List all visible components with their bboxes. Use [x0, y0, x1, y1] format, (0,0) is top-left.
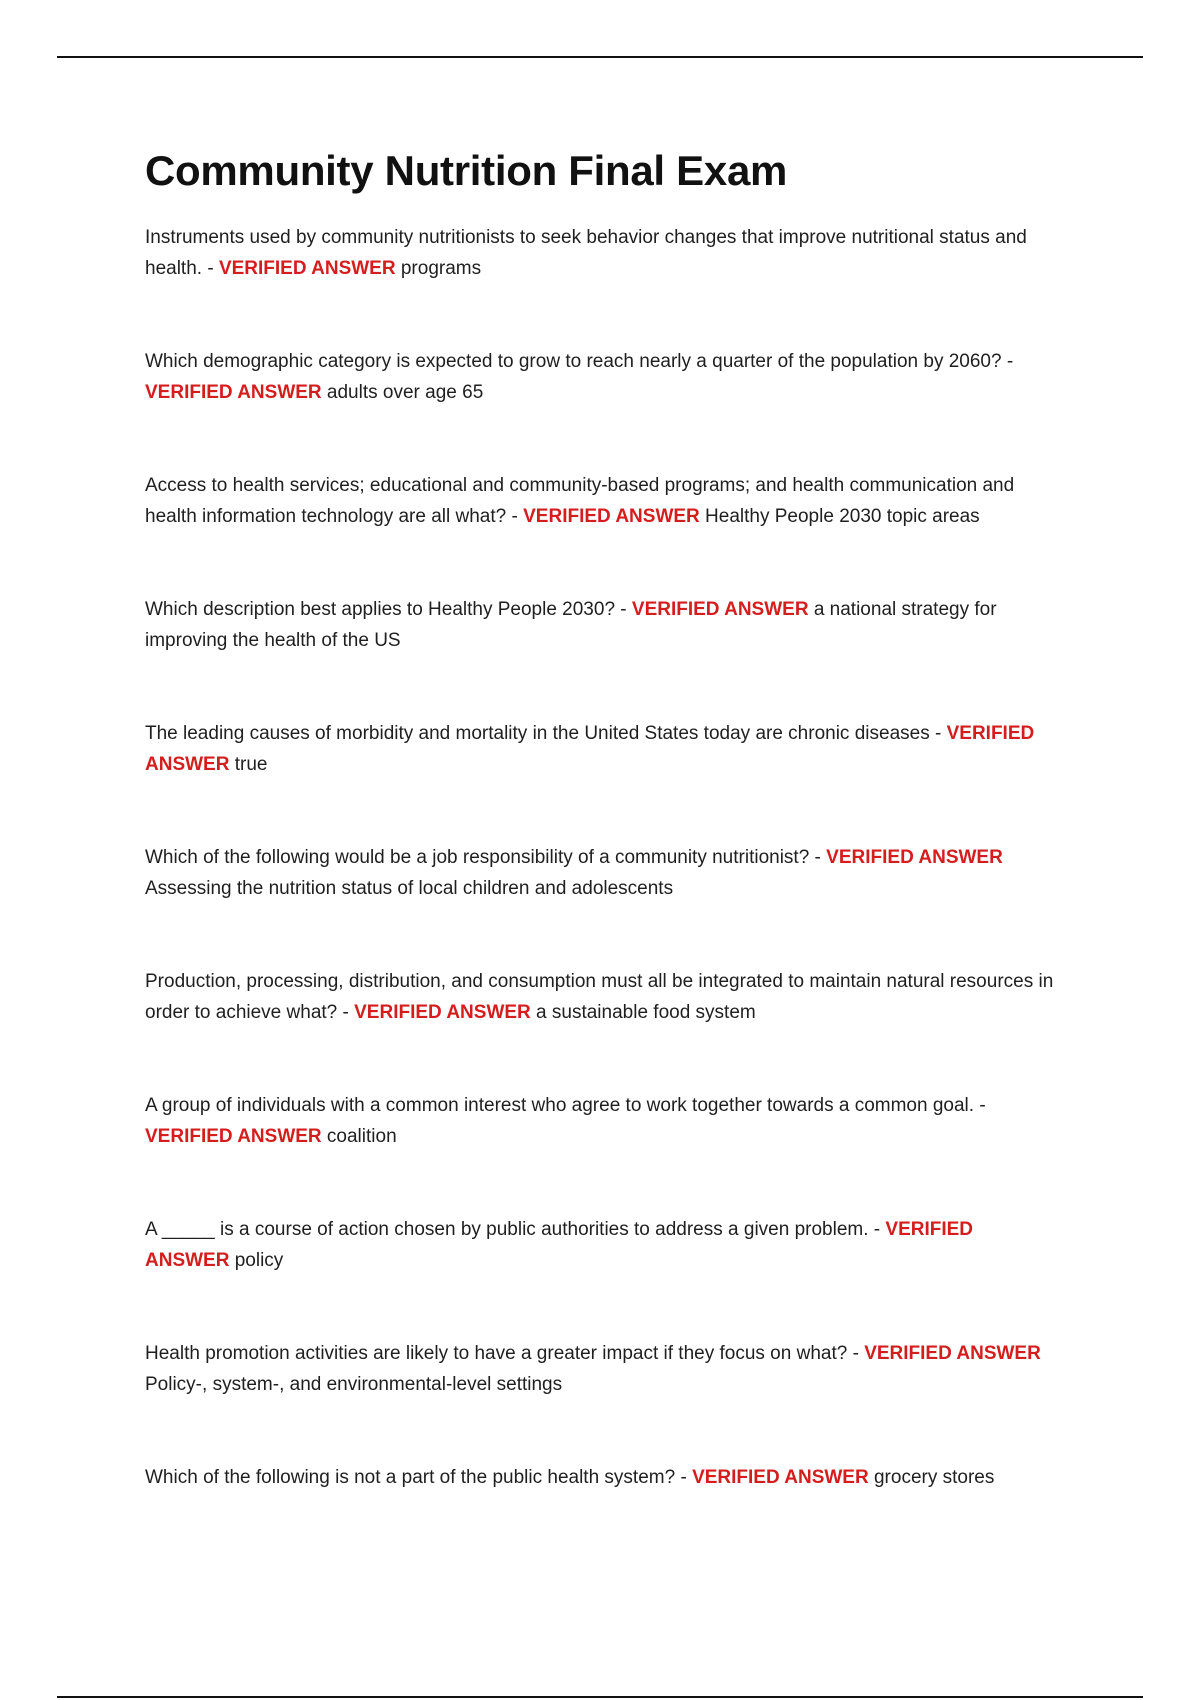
verified-answer-label: VERIFIED ANSWER: [523, 505, 700, 527]
question-text: The leading causes of morbidity and mortality in the United States today are chronic diseases -: [145, 722, 942, 744]
answer-text: a sustainable food system: [536, 1001, 756, 1023]
verified-answer-label: VERIFIED ANSWER: [826, 846, 1003, 868]
question-text: A group of individuals with a common interest who agree to work together towards a common goal. -: [145, 1094, 986, 1116]
document-body: [145, 145, 1060, 1493]
qa-item: [145, 1214, 1060, 1276]
qa-item: [145, 222, 1060, 284]
answer-text: Assessing the nutrition status of local children and adolescents: [145, 877, 674, 899]
qa-item: [145, 1090, 1060, 1152]
question-text: Access to health services; educational and community-based programs; and health communication and health information technology are all what? -: [145, 474, 1015, 527]
top-rule: [57, 56, 1143, 58]
qa-item: [145, 594, 1060, 656]
verified-answer-label: VERIFIED ANSWER: [145, 1125, 322, 1147]
answer-text: Policy-, system-, and environmental-level settings: [145, 1373, 563, 1395]
answer-text: Healthy People 2030 topic areas: [705, 505, 980, 527]
verified-answer-label: VERIFIED ANSWER: [864, 1342, 1041, 1364]
bottom-rule: [57, 1696, 1143, 1698]
verified-answer-label: VERIFIED ANSWER: [631, 598, 809, 620]
question-text: Which demographic category is expected to grow to reach nearly a quarter of the population by 2060? -: [145, 350, 1014, 372]
answer-text: a national strategy for improving the health of the US: [145, 598, 997, 651]
question-text: Health promotion activities are likely to have a greater impact if they focus on what? -: [145, 1342, 859, 1364]
qa-item: [145, 718, 1060, 780]
qa-item: [145, 966, 1060, 1028]
answer-text: true: [234, 753, 268, 775]
qa-item: [145, 1462, 1060, 1493]
answer-text: policy: [234, 1249, 284, 1271]
answer-text: programs: [400, 257, 482, 279]
answer-text: grocery stores: [873, 1466, 995, 1488]
verified-answer-label: VERIFIED ANSWER: [692, 1466, 869, 1488]
question-text: A _____ is a course of action chosen by public authorities to address a given problem. -: [145, 1218, 881, 1240]
answer-text: coalition: [326, 1125, 397, 1147]
question-text: Instruments used by community nutritionists to seek behavior changes that improve nutritional status and health. -: [145, 226, 1027, 279]
verified-answer-label: VERIFIED ANSWER: [354, 1001, 531, 1023]
page-title: Community Nutrition Final Exam: [145, 147, 788, 194]
verified-answer-label: VERIFIED ANSWER: [145, 381, 322, 403]
verified-answer-label: VERIFIED ANSWER: [145, 722, 1035, 775]
verified-answer-label: VERIFIED ANSWER: [145, 1218, 974, 1271]
question-text: Production, processing, distribution, and consumption must all be integrated to maintain natural resources in order to achieve what? -: [145, 970, 1054, 1023]
verified-answer-label: VERIFIED ANSWER: [218, 257, 396, 279]
question-text: Which description best applies to Healthy People 2030? -: [145, 598, 627, 620]
qa-item: [145, 842, 1060, 904]
qa-item: [145, 1338, 1060, 1400]
qa-item: [145, 470, 1060, 532]
answer-text: adults over age 65: [326, 381, 484, 403]
question-text: Which of the following is not a part of the public health system? -: [145, 1466, 687, 1488]
qa-item: [145, 346, 1060, 408]
question-text: Which of the following would be a job responsibility of a community nutritionist? -: [145, 846, 821, 868]
